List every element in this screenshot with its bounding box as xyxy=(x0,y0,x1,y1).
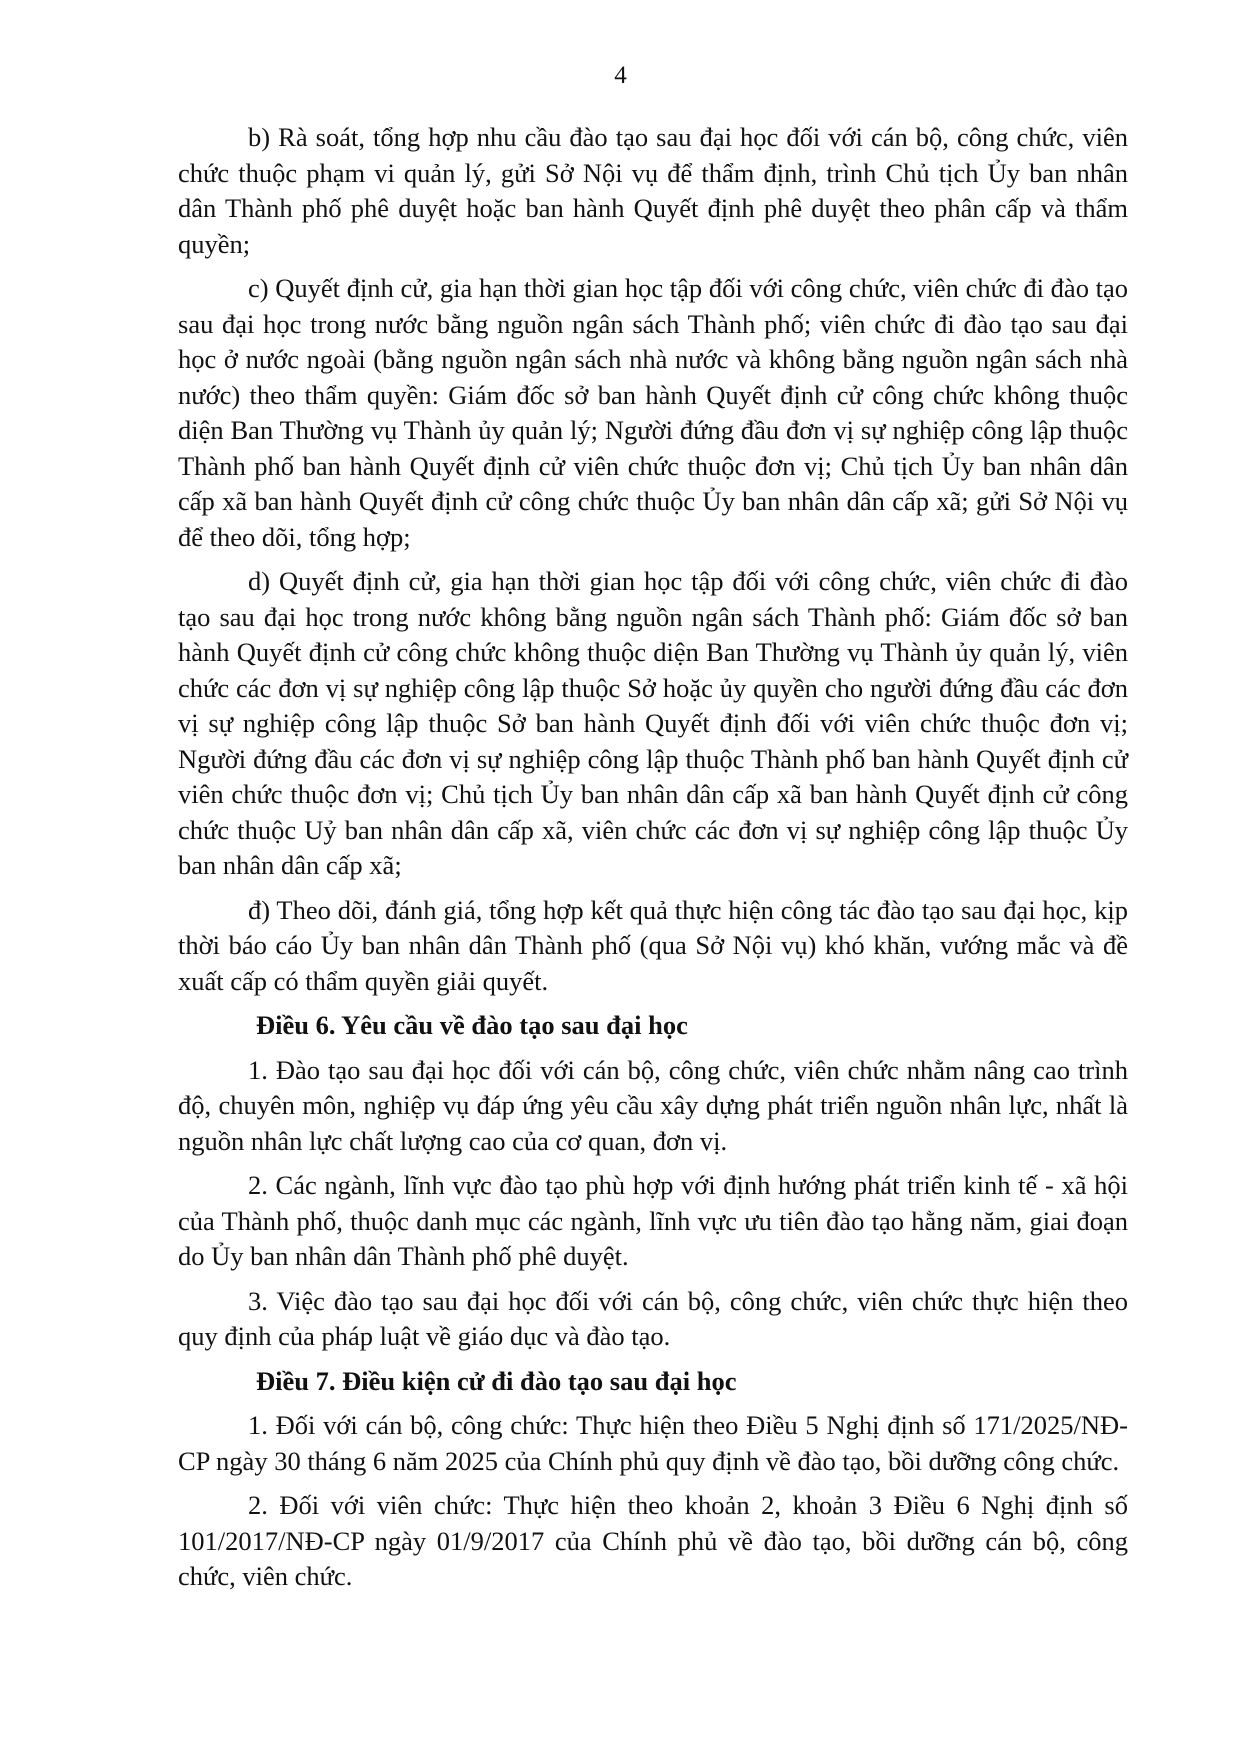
article-7-heading: Điều 7. Điều kiện cử đi đào tạo sau đại học xyxy=(256,1365,737,1396)
document-body xyxy=(178,120,1128,1604)
article-6-clause-2: 2. Các ngành, lĩnh vực đào tạo phù hợp với định hướng phát triển kinh tế - xã hội của Thành phố, thuộc danh mục các ngành, lĩnh vực ưu tiên đào tạo hằng năm, giai đoạn do Ủy ban nhân dân Thành phố phê duyệt. xyxy=(178,1170,1128,1271)
paragraph-item-c: c) Quyết định cử, gia hạn thời gian học tập đối với công chức, viên chức đi đào tạo sau đại học trong nước bằng nguồn ngân sách Thành phố; viên chức đi đào tạo sau đại học ở nước ngoài (bằng nguồn ngân sách nhà nước và không bằng nguồn ngân sách nhà nước) theo thẩm quyền: Giám đốc sở ban hành Quyết định cử công chức không thuộc diện Ban Thường vụ Thành ủy quản lý; Người đứng đầu đơn vị sự nghiệp công lập thuộc Thành phố ban hành Quyết định cử viên chức thuộc đơn vị; Chủ tịch Ủy ban nhân dân cấp xã ban hành Quyết định cử công chức thuộc Ủy ban nhân dân cấp xã; gửi Sở Nội vụ để theo dõi, tổng hợp; xyxy=(178,273,1128,552)
paragraph-item-b: b) Rà soát, tổng hợp nhu cầu đào tạo sau đại học đối với cán bộ, công chức, viên chức thuộc phạm vi quản lý, gửi Sở Nội vụ để thẩm định, trình Chủ tịch Ủy ban nhân dân Thành phố phê duyệt hoặc ban hành Quyết định phê duyệt theo phân cấp và thẩm quyền; xyxy=(178,122,1128,259)
page-number: 4 xyxy=(614,62,627,89)
article-7-clause-2: 2. Đối với viên chức: Thực hiện theo khoản 2, khoản 3 Điều 6 Nghị định số 101/2017/NĐ-CP ngày 01/9/2017 của Chính phủ về đào tạo, bồi dưỡng cán bộ, công chức, viên chức. xyxy=(178,1490,1128,1591)
article-6-clause-1: 1. Đào tạo sau đại học đối với cán bộ, công chức, viên chức nhằm nâng cao trình độ, chuyên môn, nghiệp vụ đáp ứng yêu cầu xây dựng phát triển nguồn nhân lực, nhất là nguồn nhân lực chất lượng cao của cơ quan, đơn vị. xyxy=(178,1054,1128,1156)
paragraph-item-d: d) Quyết định cử, gia hạn thời gian học tập đối với công chức, viên chức đi đào tạo sau đại học trong nước không bằng nguồn ngân sách Thành phố: Giám đốc sở ban hành Quyết định cử công chức không thuộc diện Ban Thường vụ Thành ủy quản lý, viên chức các đơn vị sự nghiệp công lập thuộc Sở hoặc ủy quyền cho người đứng đầu các đơn vị sự nghiệp công lập thuộc Sở ban hành Quyết định đối với viên chức thuộc đơn vị; Người đứng đầu các đơn vị sự nghiệp công lập thuộc Thành phố ban hành Quyết định cử viên chức thuộc đơn vị; Chủ tịch Ủy ban nhân dân cấp xã ban hành Quyết định cử công chức thuộc Uỷ ban nhân dân cấp xã, viên chức các đơn vị sự nghiệp công lập thuộc Ủy ban nhân dân cấp xã; xyxy=(178,566,1128,880)
article-6-clause-3: 3. Việc đào tạo sau đại học đối với cán bộ, công chức, viên chức thực hiện theo quy định của pháp luật về giáo dục và đào tạo. xyxy=(178,1285,1128,1351)
article-6-heading: Điều 6. Yêu cầu về đào tạo sau đại học xyxy=(256,1010,688,1040)
paragraph-item-dd: đ) Theo dõi, đánh giá, tổng hợp kết quả thực hiện công tác đào tạo sau đại học, kịp thời báo cáo Ủy ban nhân dân Thành phố (qua Sở Nội vụ) khó khăn, vướng mắc và đề xuất cấp có thẩm quyền giải quyết. xyxy=(178,894,1128,996)
article-7-clause-1: 1. Đối với cán bộ, công chức: Thực hiện theo Điều 5 Nghị định số 171/2025/NĐ-CP ngày 30 tháng 6 năm 2025 của Chính phủ quy định về đào tạo, bồi dưỡng công chức. xyxy=(178,1410,1128,1476)
